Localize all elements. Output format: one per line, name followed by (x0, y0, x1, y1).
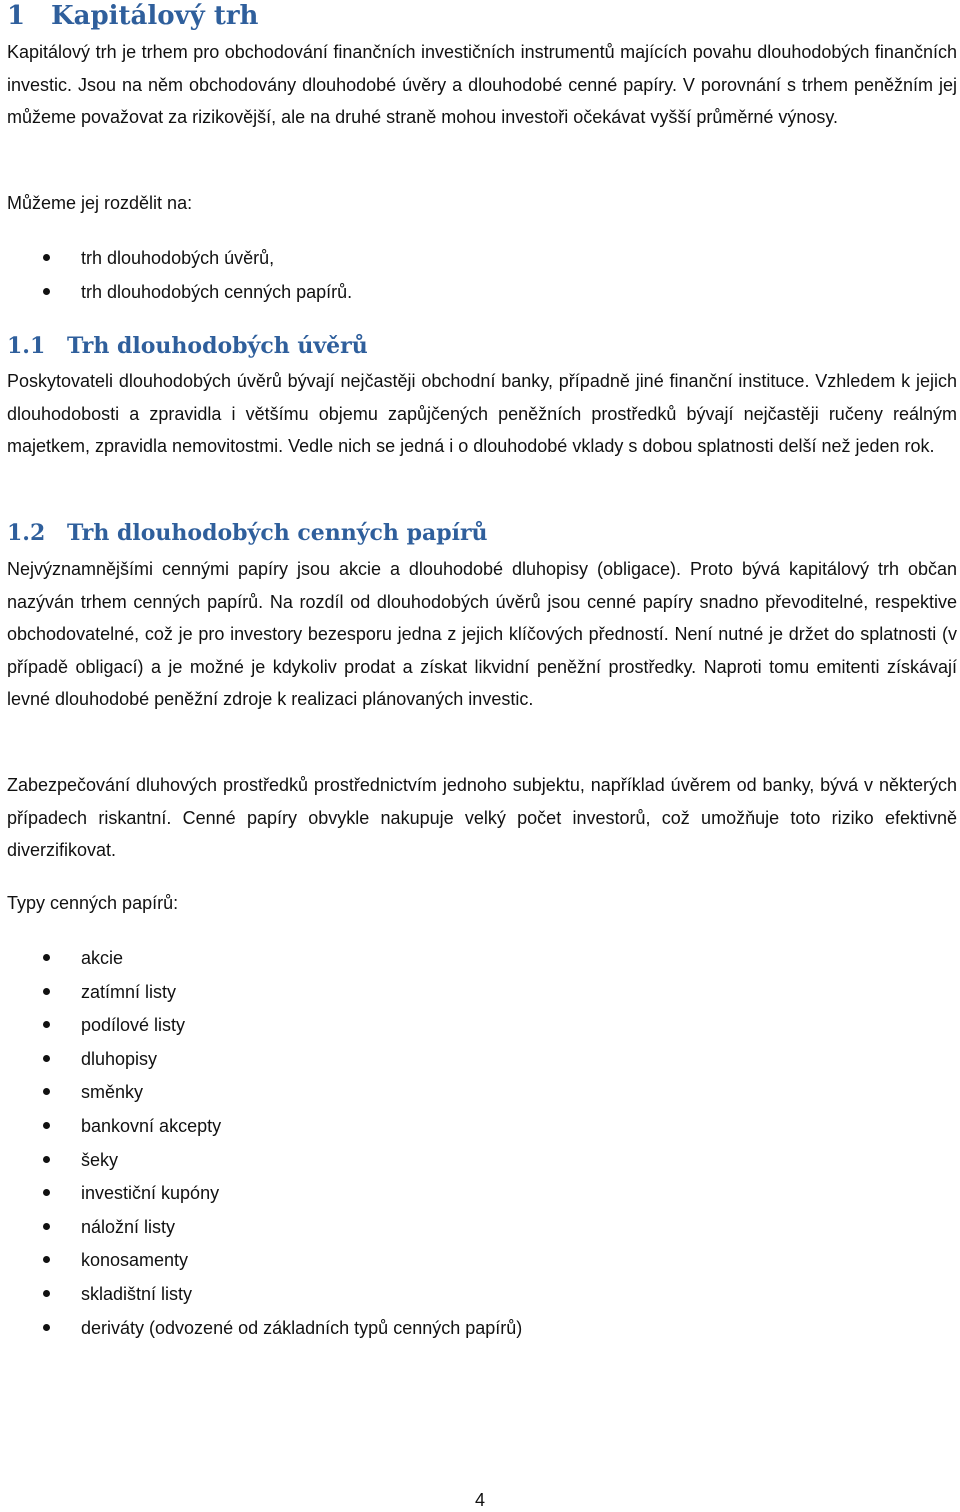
list-item-text: dluhopisy (81, 1048, 158, 1069)
list-item-text: investiční kupóny (81, 1183, 220, 1204)
bullet-icon (43, 1189, 50, 1196)
bullet-icon (43, 988, 50, 995)
section-1-1-number: 1.1 (7, 333, 46, 359)
section-1-1-text: Poskytovateli dlouhodobých úvěrů bývají nejčastěji obchodní banky, případně jiné finanční instituce. Vzhledem k jejich dlouhodobosti a zpravidla i většímu objemu zapůjčených peněžních prostředků bývají nejčastěji ručeny reálným majetkem, zpravidla nemovitostmi. Vedle nich se jedná i o dlouhodobé vklady s dobou splatnosti delší než jeden rok. (7, 371, 957, 456)
section-1-2-text-1: Nejvýznamnějšími cennými papíry jsou akcie a dlouhodobé dluhopisy (obligace). Proto bývá kapitálový trh občan nazýván trhem cenných papírů. Na rozdíl od dlouhodobých úvěrů jsou cenné papíry snadno převoditelné, respektive obchodovatelné, což je pro investory bezesporu jedna z jejich klíčových předností. Není nutné je držet do splatnosti (v případě obligací) a je možné je kdykoliv prodat a získat likvidní peněžní prostředky. Naproti tomu emitenti získávají levné dlouhodobé peněžní zdroje k realizaci plánovaných investic. (7, 559, 957, 709)
list-item-text: šeky (81, 1149, 119, 1170)
section-1-2-title: Trh dlouhodobých cenných papírů (67, 520, 488, 546)
list-item-text: skladištní listy (81, 1283, 193, 1304)
list-item-text: směnky (81, 1082, 144, 1103)
list-item-text: bankovní akcepty (81, 1115, 222, 1136)
bullet-icon (43, 1021, 50, 1028)
section-1-1-title: Trh dlouhodobých úvěrů (67, 333, 368, 359)
list-item-text: trh dlouhodobých úvěrů, (81, 248, 275, 268)
section-1-heading (7, 0, 258, 32)
types-label: Typy cenných papírů: (7, 893, 179, 913)
list-item-text: náložní listy (81, 1216, 176, 1237)
list-item-text: konosamenty (81, 1250, 189, 1271)
bullet-icon (43, 1223, 50, 1230)
list-item-text: trh dlouhodobých cenných papírů. (81, 281, 353, 302)
divide-label: Můžeme jej rozdělit na: (7, 193, 193, 213)
section-1-2-number: 1.2 (7, 520, 46, 546)
section-1-2-text-2: Zabezpečování dluhových prostředků prostřednictvím jednoho subjektu, například úvěrem od banky, bývá v některých případech riskantní. Cenné papíry obvykle nakupuje velký počet investorů, což umožňuje toto riziko efektivně diverzifikovat. (7, 775, 957, 860)
list-item-text: zatímní listy (81, 981, 177, 1002)
bullet-icon (43, 954, 50, 961)
section-1-2-heading (7, 518, 488, 548)
bullet-icon (43, 1256, 50, 1263)
list-item-text: podílové listy (81, 1015, 186, 1036)
section-1-1-heading (7, 331, 368, 361)
bullet-icon (43, 1290, 50, 1297)
bullet-icon (43, 254, 50, 261)
section-1-intro: Kapitálový trh je trhem pro obchodování finančních investičních instrumentů majících povahu dlouhodobých finančních investic. Jsou na něm obchodovány dlouhodobé úvěry a dlouhodobé cenné papíry. V porovnání s trhem peněžním jej můžeme považovat za rizikovější, ale na druhé straně mohou investoři očekávat vyšší průměrné výnosy. (7, 42, 957, 127)
bullet-icon (43, 1324, 50, 1331)
list-item-text: deriváty (odvozené od základních typů cenných papírů) (81, 1317, 523, 1338)
bullet-icon (43, 1055, 50, 1062)
section-1-title: Kapitálový trh (51, 1, 259, 31)
bullet-icon (43, 288, 50, 295)
page-number: 4 (474, 1490, 485, 1510)
list-item-text: akcie (81, 948, 124, 968)
section-1-number: 1 (7, 1, 26, 31)
bullet-icon (43, 1088, 50, 1095)
bullet-icon (43, 1122, 50, 1129)
bullet-icon (43, 1156, 50, 1163)
